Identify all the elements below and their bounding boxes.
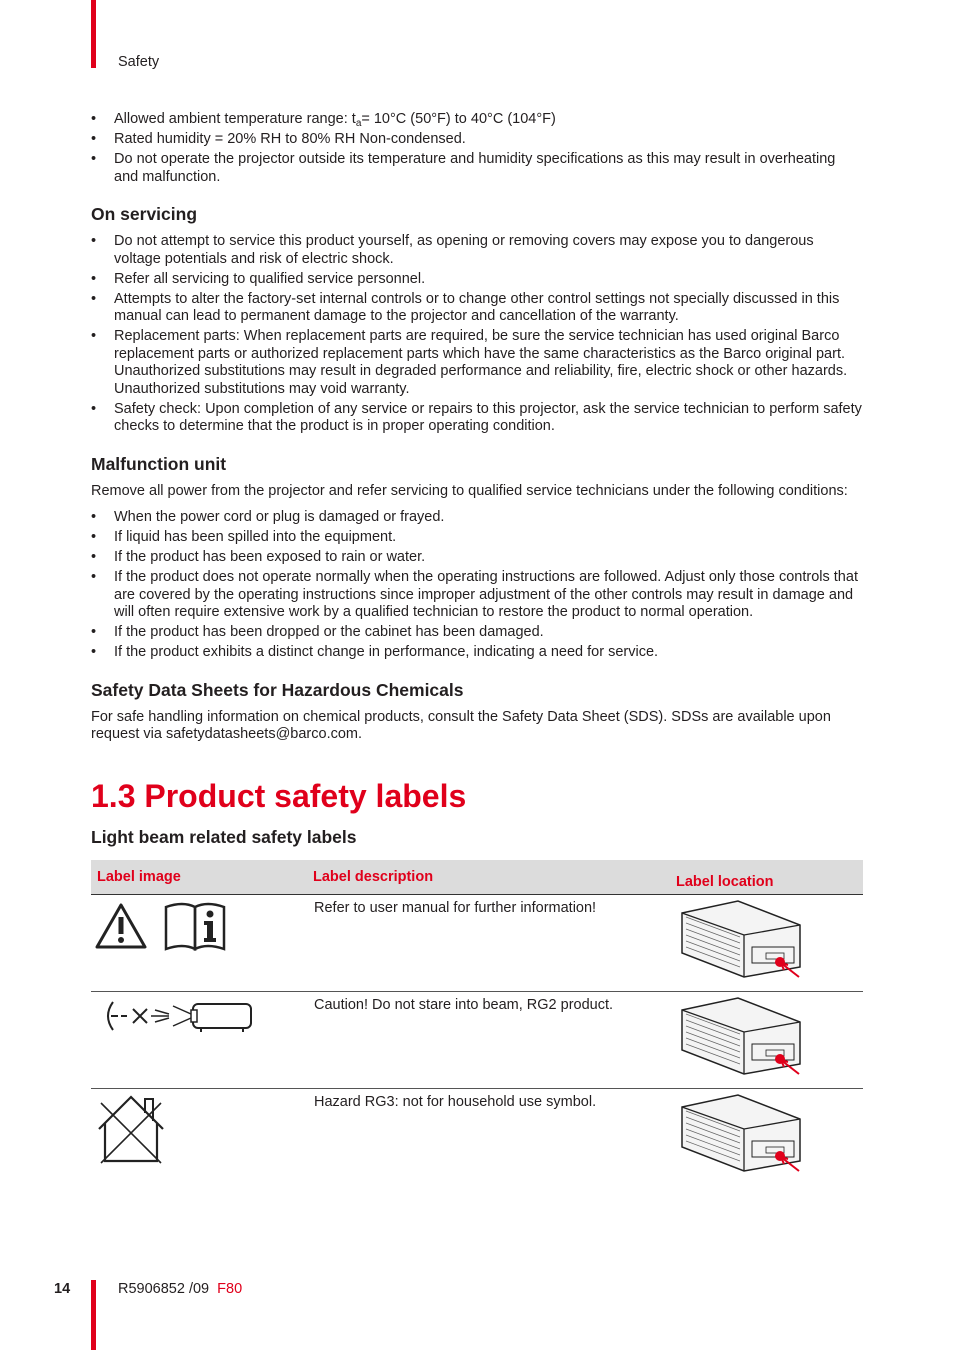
list-item: • Rated humidity = 20% RH to 80% RH Non-condensed. [91,131,863,149]
label-location-cell [670,991,863,1088]
no-stare-beam-icon [91,992,261,1042]
table-row [91,894,863,991]
footer-doc-reference [118,1281,242,1297]
malfunction-heading: Malfunction unit [91,453,227,474]
malfunction-intro: Remove all power from the projector and refer servicing to qualified service technicians under the following conditions: [91,482,848,499]
column-header-description: Label description [307,860,670,895]
list-item: • Safety check: Upon completion of any service or repairs to this projector, ask the service technician to perform safety checks to determine that the product is in proper operating condition. [91,401,863,436]
sds-heading: Safety Data Sheets for Hazardous Chemicals [91,679,464,700]
labels-subheading: Light beam related safety labels [91,826,357,847]
main-content [91,111,863,1185]
label-image-cell [91,1088,307,1185]
projector-location-icon [670,992,820,1080]
table-header-row [91,860,863,895]
footer-accent-bar [91,1280,96,1350]
header-section-label: Safety [118,54,160,70]
label-description: Hazard RG3: not for household use symbol. [314,1093,597,1110]
malfunction-list [91,509,863,662]
list-item: • If the product does not operate normally when the operating instructions are followed. Adjust only those controls that are covered by the operating instructions since improper adjustment of the other controls may result in damage and will often require extensive work by a qualified technician to restore the product to normal operation. [91,569,863,622]
label-description: Caution! Do not stare into beam, RG2 product. [307,991,670,1088]
table-row [91,1088,863,1185]
label-image-cell [91,991,307,1088]
list-item: • When the power cord or plug is damaged or frayed. [91,509,863,527]
environment-list [91,111,863,186]
column-header-image: Label image [91,860,307,895]
table-row [91,991,863,1088]
column-header-location: Label location [670,860,863,895]
header-accent-bar [91,0,96,68]
projector-location-icon [670,1089,820,1177]
label-location-cell [670,894,863,991]
list-item: • Refer all servicing to qualified service personnel. [91,271,863,289]
list-item: • If the product has been exposed to rain or water. [91,549,863,567]
list-item: • Do not attempt to service this product yourself, as opening or removing covers may expose you to dangerous voltage potentials and risk of electric shock. [91,233,863,268]
warning-manual-icon [91,895,241,955]
list-item: • If liquid has been spilled into the equipment. [91,529,863,547]
label-location-cell [670,1088,863,1185]
sds-text: For safe handling information on chemical products, consult the Safety Data Sheet (SDS). SDSs are available upon request via safetydatasheets@barco.com. [91,708,831,742]
doc-number: R5906852 /09 [118,1281,210,1297]
list-item: • Replacement parts: When replacement parts are required, be sure the service technician has used original Barco replacement parts or authorized replacement parts which have the same characteristics as the Barco original part. Unauthorized substitutions may result in degraded performance and reliability, fire, electric shock or other hazards. Unauthorized substitutions may void warranty. [91,328,863,398]
list-item: • Attempts to alter the factory-set internal controls or to change other control settings not specially discussed in this manual can lead to permanent damage to the projector and cancellation of the warranty. [91,291,863,326]
projector-location-icon [670,895,820,983]
list-item: • If the product exhibits a distinct change in performance, indicating a need for service. [91,644,863,662]
label-description: Refer to user manual for further information! [307,894,670,991]
servicing-heading: On servicing [91,204,198,224]
list-item: • If the product has been dropped or the cabinet has been damaged. [91,624,863,642]
page-number: 14 [54,1281,71,1297]
safety-labels-table [91,860,863,1185]
household-hazard-icon [91,1089,241,1165]
servicing-list [91,233,863,436]
list-item: • Do not operate the projector outside its temperature and humidity specifications as this may result in overheating and malfunction. [91,151,863,186]
model-name: F80 [217,1281,243,1297]
list-item: • Allowed ambient temperature range: $t_a= 10^\circ C$ (50°F) to 40°C (104°F) [91,111,863,129]
section-title: 1.3 Product safety labels [91,777,467,814]
label-image-cell [91,894,307,991]
